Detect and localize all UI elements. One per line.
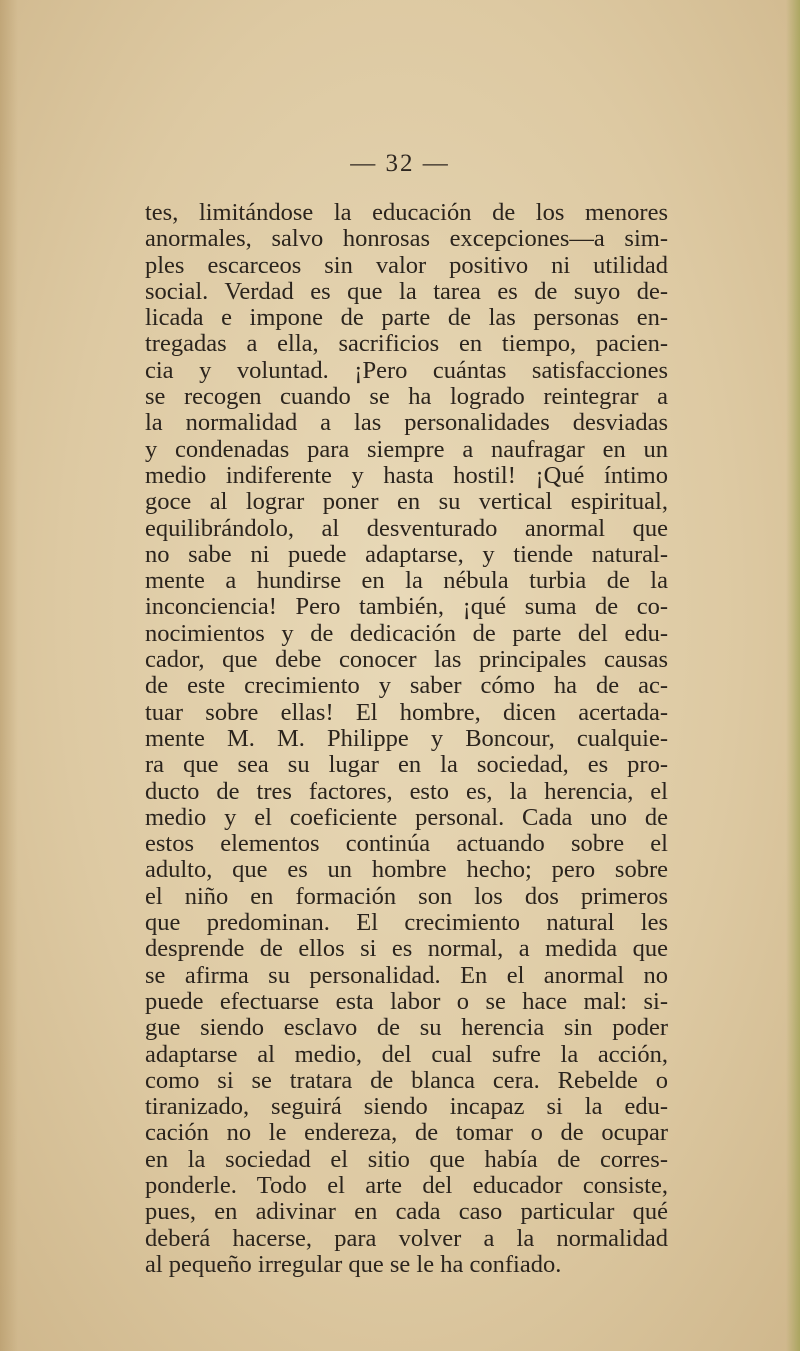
- text-line: gue siendo esclavo de su herencia sin poder: [145, 1014, 668, 1042]
- text-line: y condenadas para siempre a naufragar en un: [145, 435, 668, 463]
- text-line: no sabe ni puede adaptarse, y tiende natural-: [145, 540, 668, 568]
- text-line: ducto de tres factores, esto es, la herencia, el: [145, 777, 668, 805]
- text-line: se afirma su personalidad. En el anormal no: [145, 961, 668, 989]
- text-line: cia y voluntad. ¡Pero cuántas satisfacciones: [145, 356, 668, 384]
- text-line: equilibrándolo, al desventurado anormal que: [145, 514, 668, 542]
- text-line: al pequeño irregular que se le ha confiado.: [145, 1250, 562, 1278]
- text-line: ra que sea su lugar en la sociedad, es pro-: [145, 751, 668, 779]
- text-line: como si se tratara de blanca cera. Rebelde o: [145, 1066, 668, 1094]
- text-line: tes, limitándose la educación de los menores: [145, 199, 668, 226]
- text-line: medio indiferente y hasta hostil! ¡Qué íntimo: [145, 461, 668, 489]
- text-line: tuar sobre ellas! El hombre, dicen acertada-: [145, 698, 668, 726]
- text-line: tiranizado, seguirá siendo incapaz si la edu-: [145, 1093, 668, 1121]
- text-line: estos elementos continúa actuando sobre el: [145, 830, 668, 858]
- text-line: de este crecimiento y saber cómo ha de ac-: [145, 672, 668, 700]
- text-line: pues, en adivinar en cada caso particular qué: [145, 1198, 668, 1226]
- text-line: nocimientos y de dedicación de parte del edu-: [145, 619, 668, 647]
- text-line: inconciencia! Pero también, ¡qué suma de co-: [145, 593, 668, 621]
- text-line: deberá hacerse, para volver a la normalidad: [145, 1224, 668, 1252]
- text-line: mente M. M. Philippe y Boncour, cualquie-: [145, 724, 668, 752]
- text-line: goce al lograr poner en su vertical espiritual,: [145, 488, 668, 516]
- text-line: anormales, salvo honrosas excepciones—a sim-: [145, 225, 668, 253]
- text-line: medio y el coeficiente personal. Cada uno de: [145, 803, 668, 831]
- text-line: la normalidad a las personalidades desviadas: [145, 409, 668, 437]
- text-line: licada e impone de parte de las personas en-: [145, 304, 668, 332]
- text-line: adulto, que es un hombre hecho; pero sobre: [145, 856, 668, 884]
- text-line: puede efectuarse esta labor o se hace mal: si-: [145, 987, 668, 1015]
- page-number: — 32 —: [350, 150, 450, 177]
- text-line: el niño en formación son los dos primeros: [145, 882, 668, 910]
- page-right-edge: [786, 0, 800, 1351]
- text-line: que predominan. El crecimiento natural les: [145, 909, 668, 937]
- text-line: social. Verdad es que la tarea es de suyo de-: [145, 277, 668, 305]
- text-line: cación no le endereza, de tomar o de ocupar: [145, 1119, 668, 1147]
- text-line: tregadas a ella, sacrificios en tiempo, pacien-: [145, 330, 668, 358]
- text-line: adaptarse al medio, del cual sufre la acción,: [145, 1040, 668, 1068]
- body-text: [145, 200, 668, 1278]
- text-line: ponderle. Todo el arte del educador consiste,: [145, 1171, 668, 1199]
- text-line: se recogen cuando se ha logrado reintegrar a: [145, 383, 668, 411]
- text-line: mente a hundirse en la nébula turbia de la: [145, 567, 668, 595]
- text-line: en la sociedad el sitio que había de corres-: [145, 1145, 668, 1173]
- page-left-edge: [0, 0, 18, 1351]
- text-line: cador, que debe conocer las principales causas: [145, 646, 668, 674]
- text-line: desprende de ellos si es normal, a medida que: [145, 935, 668, 963]
- text-line: ples escarceos sin valor positivo ni utilidad: [145, 251, 668, 279]
